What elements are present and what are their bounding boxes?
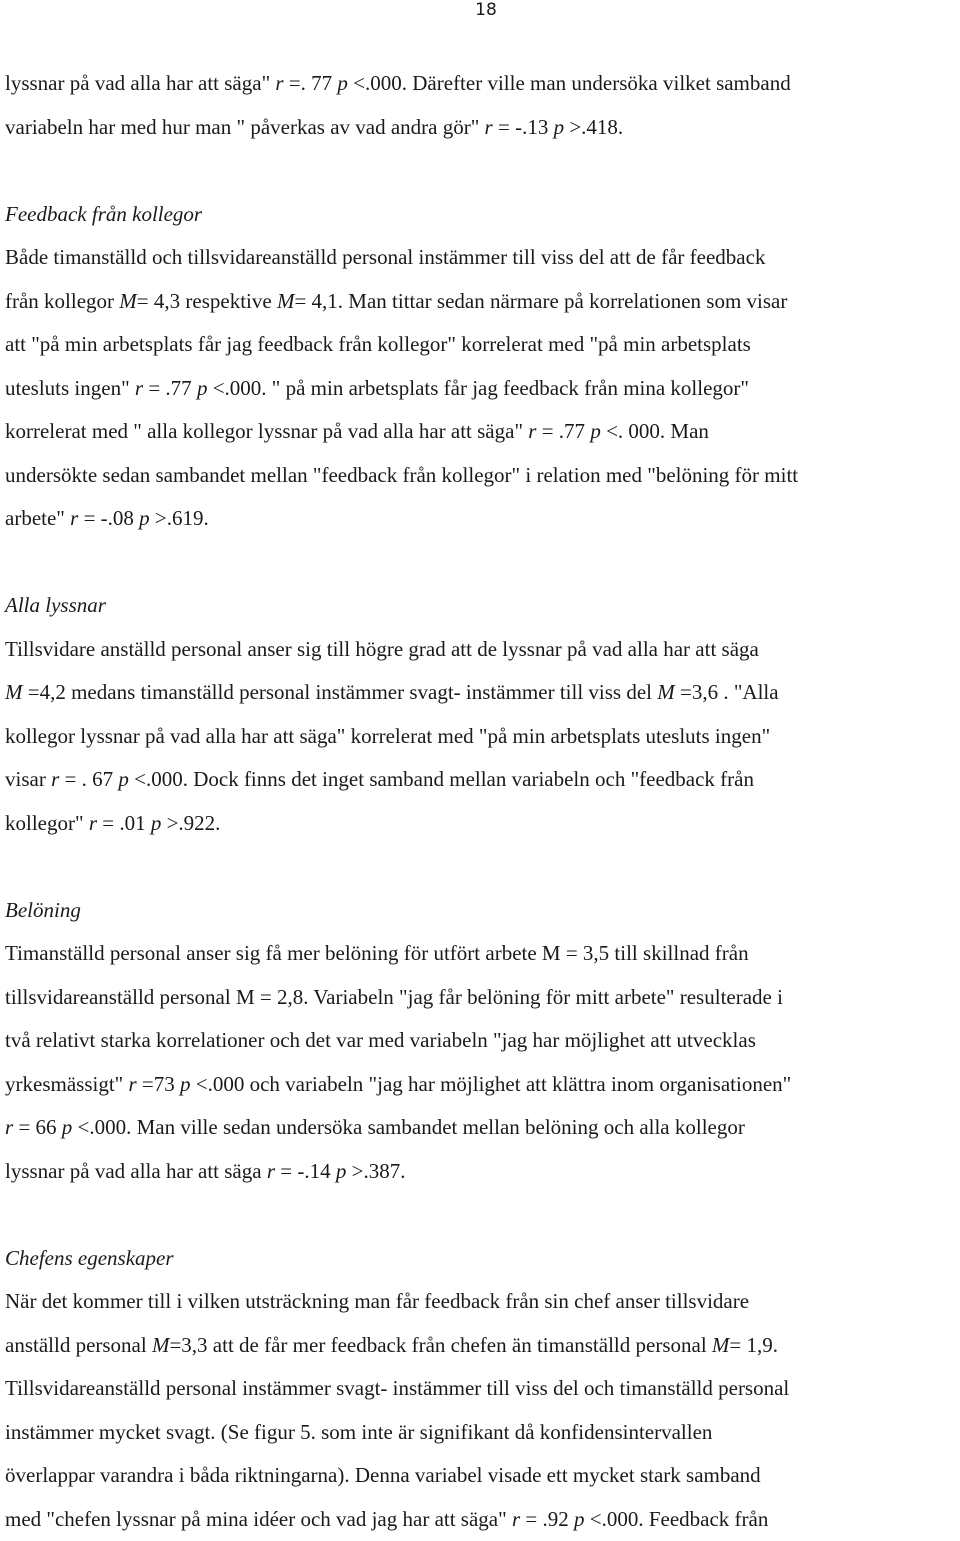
text-line bbox=[5, 1019, 957, 1063]
text-line bbox=[5, 367, 957, 411]
text-run: = 1,9. bbox=[729, 1333, 778, 1357]
text-run: >.418. bbox=[564, 115, 623, 139]
text-run: att "på min arbetsplats får jag feedback från kollegor" korrelerat med "på min arbetsplats bbox=[5, 332, 751, 356]
text-run: = -.08 bbox=[78, 506, 139, 530]
text-run: kollegor lyssnar på vad alla har att säga" korrelerat med "på min arbetsplats utesluts ingen" bbox=[5, 724, 770, 748]
statistic-symbol: p bbox=[337, 71, 348, 95]
text-line bbox=[5, 236, 957, 280]
text-line bbox=[5, 454, 957, 498]
statistic-symbol: r bbox=[51, 767, 59, 791]
text-run: två relativt starka korrelationer och det var med variabeln "jag har möjlighet att utvecklas bbox=[5, 1028, 756, 1052]
text-run: =3,6 . "Alla bbox=[675, 680, 779, 704]
section bbox=[5, 889, 957, 1194]
text-run: = . 67 bbox=[59, 767, 118, 791]
text-run: <.000. Man ville sedan undersöka sambandet mellan belöning och alla kollegor bbox=[72, 1115, 745, 1139]
text-line bbox=[5, 802, 957, 846]
statistic-symbol: r bbox=[267, 1159, 275, 1183]
statistic-symbol: M bbox=[712, 1333, 730, 1357]
text-run: yrkesmässigt" bbox=[5, 1072, 128, 1096]
text-run: >.922. bbox=[161, 811, 220, 835]
statistic-symbol: M bbox=[5, 680, 23, 704]
section-gap bbox=[5, 1193, 957, 1237]
text-line bbox=[5, 1367, 957, 1411]
statistic-symbol: p bbox=[590, 419, 601, 443]
section bbox=[5, 1237, 957, 1541]
text-run: Tillsvidareanställd personal instämmer svagt- instämmer till viss del och timanställd personal bbox=[5, 1376, 789, 1400]
text-run: <.000. Feedback från bbox=[584, 1507, 768, 1531]
text-line bbox=[5, 323, 957, 367]
text-line bbox=[5, 1498, 957, 1541]
text-run: <. 000. Man bbox=[601, 419, 709, 443]
text-run: =4,2 medans timanställd personal instämmer svagt- instämmer till viss del bbox=[23, 680, 658, 704]
text-line bbox=[5, 1280, 957, 1324]
statistic-symbol: p bbox=[336, 1159, 347, 1183]
text-run: från kollegor bbox=[5, 289, 119, 313]
section bbox=[5, 584, 957, 845]
statistic-symbol: r bbox=[485, 115, 493, 139]
section-heading: Feedback från kollegor bbox=[5, 193, 957, 237]
text-line bbox=[5, 410, 957, 454]
text-run: <.000 och variabeln "jag har möjlighet att klättra inom organisationen" bbox=[191, 1072, 792, 1096]
text-run: lyssnar på vad alla har att säga bbox=[5, 1159, 267, 1183]
statistic-symbol: p bbox=[62, 1115, 73, 1139]
section-heading: Alla lyssnar bbox=[5, 584, 957, 628]
text-run: =. 77 bbox=[284, 71, 338, 95]
text-run: utesluts ingen" bbox=[5, 376, 135, 400]
text-run: = .01 bbox=[97, 811, 151, 835]
text-run: När det kommer till i vilken utsträckning man får feedback från sin chef anser tillsvidare bbox=[5, 1289, 749, 1313]
statistic-symbol: M bbox=[119, 289, 137, 313]
statistic-symbol: p bbox=[197, 376, 208, 400]
statistic-symbol: p bbox=[180, 1072, 191, 1096]
text-run: =73 bbox=[137, 1072, 180, 1096]
text-run: = .92 bbox=[520, 1507, 574, 1531]
text-run: lyssnar på vad alla har att säga" bbox=[5, 71, 275, 95]
statistic-symbol: p bbox=[151, 811, 162, 835]
text-run: Timanställd personal anser sig få mer belöning för utfört arbete M = 3,5 till skillnad från bbox=[5, 941, 749, 965]
statistic-symbol: r bbox=[70, 506, 78, 530]
statistic-symbol: r bbox=[128, 1072, 136, 1096]
statistic-symbol: r bbox=[512, 1507, 520, 1531]
text-run: = 66 bbox=[13, 1115, 62, 1139]
text-run: kollegor" bbox=[5, 811, 89, 835]
section-heading: Chefens egenskaper bbox=[5, 1237, 957, 1281]
text-run: variabeln har med hur man " påverkas av vad andra gör" bbox=[5, 115, 485, 139]
text-line bbox=[5, 1324, 957, 1368]
text-line bbox=[5, 106, 957, 150]
text-run: instämmer mycket svagt. (Se figur 5. som inte är signifikant då konfidensintervallen bbox=[5, 1420, 712, 1444]
text-line bbox=[5, 715, 957, 759]
text-line bbox=[5, 758, 957, 802]
text-line bbox=[5, 497, 957, 541]
text-run: arbete" bbox=[5, 506, 70, 530]
text-run: anställd personal bbox=[5, 1333, 152, 1357]
section-heading: Belöning bbox=[5, 889, 957, 933]
statistic-symbol: r bbox=[5, 1115, 13, 1139]
text-line bbox=[5, 671, 957, 715]
statistic-symbol: r bbox=[135, 376, 143, 400]
statistic-symbol: p bbox=[118, 767, 129, 791]
document-body bbox=[5, 62, 957, 1541]
text-run: = 4,1. Man tittar sedan närmare på korrelationen som visar bbox=[294, 289, 787, 313]
statistic-symbol: M bbox=[277, 289, 295, 313]
text-run: med "chefen lyssnar på mina idéer och vad jag har att säga" bbox=[5, 1507, 512, 1531]
section bbox=[5, 193, 957, 541]
statistic-symbol: M bbox=[152, 1333, 170, 1357]
section-gap bbox=[5, 149, 957, 193]
statistic-symbol: M bbox=[657, 680, 675, 704]
statistic-symbol: r bbox=[528, 419, 536, 443]
text-run: Både timanställd och tillsvidareanställd personal instämmer till viss del att de får feedback bbox=[5, 245, 765, 269]
text-run: =3,3 att de får mer feedback från chefen än timanställd personal bbox=[169, 1333, 711, 1357]
text-line bbox=[5, 1150, 957, 1194]
text-run: <.000. Därefter ville man undersöka vilket samband bbox=[348, 71, 791, 95]
text-run: = -.13 bbox=[493, 115, 554, 139]
text-run: = -.14 bbox=[275, 1159, 336, 1183]
text-line bbox=[5, 1063, 957, 1107]
intro-paragraph bbox=[5, 62, 957, 149]
text-line bbox=[5, 976, 957, 1020]
statistic-symbol: p bbox=[139, 506, 150, 530]
text-run: <.000. Dock finns det inget samband mellan variabeln och "feedback från bbox=[129, 767, 754, 791]
text-run: visar bbox=[5, 767, 51, 791]
text-line bbox=[5, 1411, 957, 1455]
page-number: 18 bbox=[0, 0, 960, 20]
text-line bbox=[5, 280, 957, 324]
text-line bbox=[5, 1106, 957, 1150]
text-run: korrelerat med " alla kollegor lyssnar på vad alla har att säga" bbox=[5, 419, 528, 443]
text-line bbox=[5, 1454, 957, 1498]
text-run: = 4,3 respektive bbox=[137, 289, 277, 313]
text-run: Tillsvidare anställd personal anser sig till högre grad att de lyssnar på vad alla har att säga bbox=[5, 637, 759, 661]
statistic-symbol: r bbox=[275, 71, 283, 95]
section-gap bbox=[5, 541, 957, 585]
text-run: = .77 bbox=[143, 376, 197, 400]
text-line bbox=[5, 932, 957, 976]
statistic-symbol: p bbox=[554, 115, 565, 139]
text-line bbox=[5, 62, 957, 106]
statistic-symbol: p bbox=[574, 1507, 585, 1531]
text-run: >.619. bbox=[150, 506, 209, 530]
text-run: undersökte sedan sambandet mellan "feedback från kollegor" i relation med "belöning för mitt bbox=[5, 463, 798, 487]
text-run: >.387. bbox=[346, 1159, 405, 1183]
text-run: = .77 bbox=[536, 419, 590, 443]
text-run: tillsvidareanställd personal M = 2,8. Variabeln "jag får belöning för mitt arbete" resulterade i bbox=[5, 985, 783, 1009]
text-run: överlappar varandra i båda riktningarna). Denna variabel visade ett mycket stark samband bbox=[5, 1463, 761, 1487]
statistic-symbol: r bbox=[89, 811, 97, 835]
text-run: <.000. " på min arbetsplats får jag feedback från mina kollegor" bbox=[207, 376, 749, 400]
text-line bbox=[5, 628, 957, 672]
section-gap bbox=[5, 845, 957, 889]
